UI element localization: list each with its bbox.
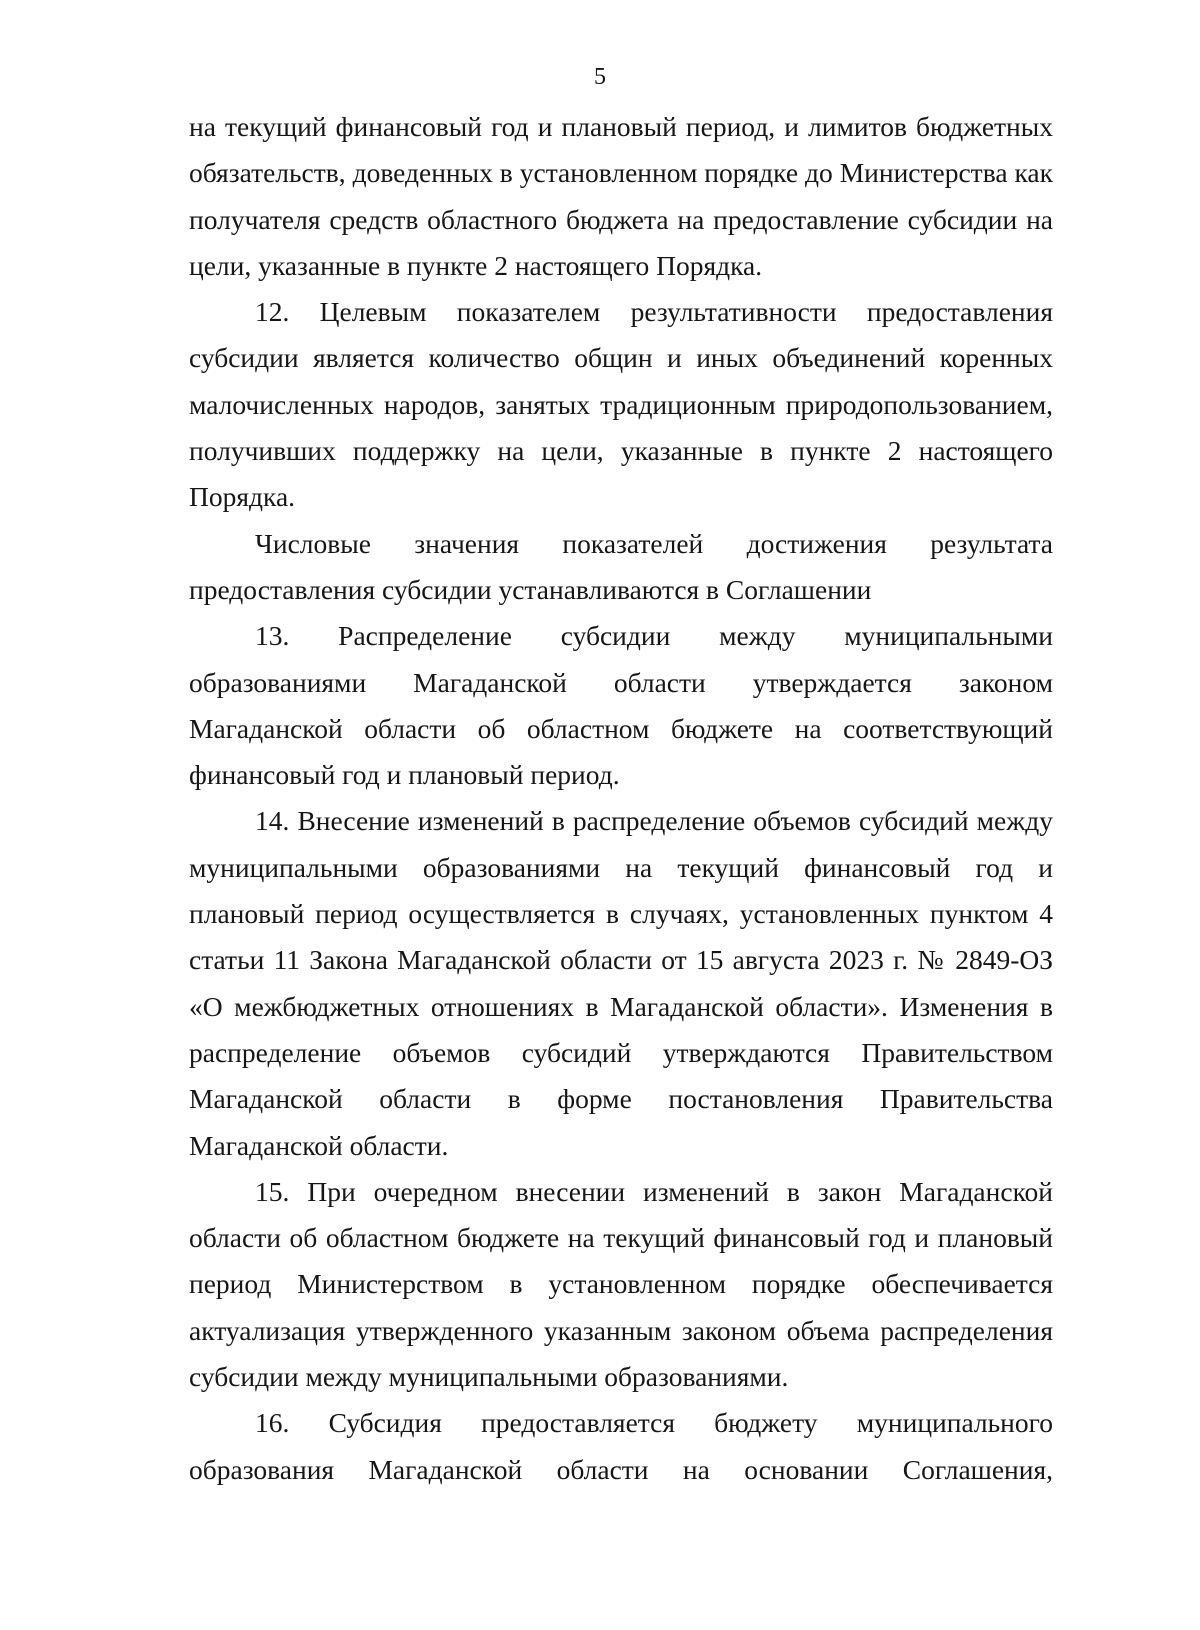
paragraph-14: 14. Внесение изменений в распределение объемов субсидий между муниципальными образованиями на текущий финансовый год и плановый период осуществляется в случаях, установленных пунктом 4 статьи 11 Закона Магаданской области от 15 августа 2023 г. № 2849-ОЗ «О межбюджетных отношениях в Магаданской области». Изменения в распределение объемов субсидий утверждаются Правительством Магаданской области в форме постановления Правительства Магаданской области. bbox=[189, 805, 1053, 1161]
paragraph-continuation: на текущий финансовый год и плановый период, и лимитов бюджетных обязательств, доведенных в установленном порядке до Министерства как получателя средств областного бюджета на предоставление субсидии на цели, указанные в пункте 2 настоящего Порядка. bbox=[189, 111, 1053, 281]
paragraph-16: 16. Субсидия предоставляется бюджету муниципального образования Магаданской области на основании Соглашения, bbox=[189, 1407, 1053, 1485]
paragraph-numeric-values: Числовые значения показателей достижения результата предоставления субсидии устанавливаются в Соглашении bbox=[189, 527, 1053, 605]
page-number: 5 bbox=[594, 64, 606, 90]
paragraph-12: 12. Целевым показателем результативности предоставления субсидии является количество общин и иных объединений коренных малочисленных народов, занятых традиционным природопользованием, получивших поддержку на цели, указанные в пункте 2 настоящего Порядка. bbox=[189, 296, 1053, 513]
paragraph-15: 15. При очередном внесении изменений в закон Магаданской области об областном бюджете на текущий финансовый год и плановый период Министерством в установленном порядке обеспечивается актуализация утвержденного указанным законом объема распределения субсидии между муниципальными образованиями. bbox=[189, 1175, 1053, 1393]
document-body bbox=[189, 104, 1053, 1493]
paragraph-13: 13. Распределение субсидии между муниципальными образованиями Магаданской области утверждается законом Магаданской области об областном бюджете на соответствующий финансовый год и плановый период. bbox=[189, 620, 1053, 791]
